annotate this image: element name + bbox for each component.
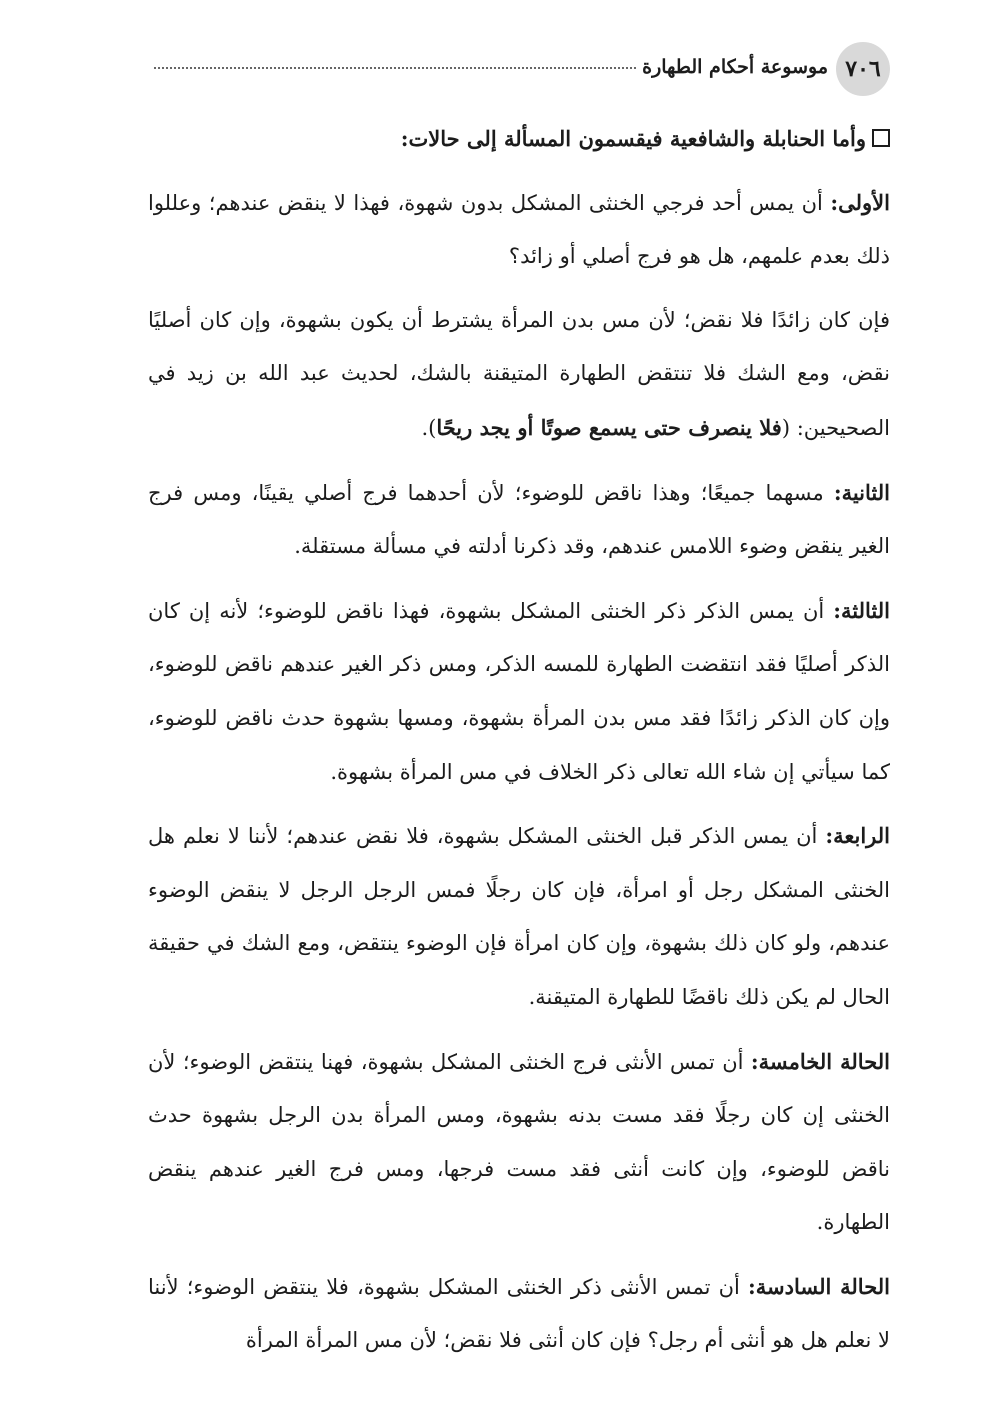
- page-body: [148, 112, 890, 1378]
- section-heading: وأما الحنابلة والشافعية فيقسمون المسألة إلى حالات:: [148, 112, 890, 166]
- paragraph-sixth: [148, 1260, 890, 1368]
- paragraph-third: [148, 584, 890, 799]
- case-label: الحالة السادسة:: [748, 1273, 890, 1299]
- hadith-quote: فلا ينصرف حتى يسمع صوتًا أو يجد ريحًا: [436, 414, 782, 440]
- checkbox-square-icon: [872, 129, 890, 147]
- paragraph-fifth: [148, 1035, 890, 1250]
- header-dotted-rule: [154, 66, 636, 69]
- page-header: [148, 42, 890, 96]
- paragraph-text: أن تمس الأنثى ذكر الخنثى المشكل بشهوة، فلا ينتقض الوضوء؛ لأننا لا نعلم هل هو أنثى أم رجل؟ فإن كان أنثى فلا نقض؛ لأن مس المرأة المرأة: [148, 1274, 890, 1353]
- paragraph-second: [148, 466, 890, 574]
- case-label: الثالثة:: [833, 597, 890, 623]
- paragraph-text: مسهما جميعًا؛ وهذا ناقض للوضوء؛ لأن أحدهما فرج أصلي يقينًا، ومس فرج الغير ينقض وضوء اللامس عندهم، وقد ذكرنا أدلته في مسألة مستقلة.: [148, 480, 890, 559]
- case-label: الثانية:: [833, 479, 890, 505]
- paragraph-text: أن يمس الذكر ذكر الخنثى المشكل بشهوة، فهذا ناقض للوضوء؛ لأنه إن كان الذكر أصليًا فقد انتقضت الطهارة للمسه الذكر، ومس ذكر الغير عندهم ناقض للوضوء، وإن كان الذكر زائدًا فقد مس بدن المرأة بشهوة، ومسها بشهوة حدث ناقض للوضوء، كما سيأتي إن شاء الله تعالى ذكر الخلاف في مس المرأة بشهوة.: [148, 598, 890, 784]
- paragraph-text: فإن كان زائدًا فلا نقض؛ لأن مس بدن المرأة يشترط أن يكون بشهوة، وإن كان أصليًا نقض، ومع الشك فلا تنتقض الطهارة المتيقنة بالشك، لحديث عبد الله بن زيد في الصحيحين: (: [148, 307, 890, 440]
- paragraph-text: أن يمس أحد فرجي الخنثى المشكل بدون شهوة، فهذا لا ينقض عندهم؛ وعللوا ذلك بعدم علمهم، هل هو فرج أصلي أو زائد؟: [148, 190, 890, 269]
- page-number: ٧٠٦: [845, 56, 881, 82]
- running-header: [148, 56, 828, 78]
- paragraph-text: أن يمس الذكر قبل الخنثى المشكل بشهوة، فلا نقض عندهم؛ لأننا لا نعلم هل الخنثى المشكل رجل أو امرأة، فإن كان رجلًا فمس الرجل الرجل لا ينقض الوضوء عندهم، ولو كان ذلك بشهوة، وإن كان امرأة فإن الوضوء ينتقض، ومع الشك في حقيقة الحال لم يكن ذلك ناقضًا للطهارة المتيقنة.: [148, 824, 890, 1009]
- case-label: الرابعة:: [825, 823, 890, 849]
- paragraph-tail: ).: [421, 415, 437, 440]
- case-label: الأولى:: [830, 189, 890, 215]
- page-number-badge: [836, 42, 890, 96]
- paragraph-first: [148, 176, 890, 284]
- paragraph-hadith: [148, 294, 890, 456]
- case-label: الحالة الخامسة:: [750, 1048, 890, 1074]
- paragraph-text: أن تمس الأنثى فرج الخنثى المشكل بشهوة، فهنا ينتقض الوضوء؛ لأن الخنثى إن كان رجلًا فقد مست بدنه بشهوة، ومس المرأة بدن الرجل بشهوة حدث ناقض للوضوء، وإن كانت أنثى فقد مست فرجها، ومس فرج الغير عندهم ينقض الطهارة.: [148, 1049, 890, 1235]
- book-title: موسوعة أحكام الطهارة: [642, 56, 828, 78]
- paragraph-fourth: [148, 809, 890, 1024]
